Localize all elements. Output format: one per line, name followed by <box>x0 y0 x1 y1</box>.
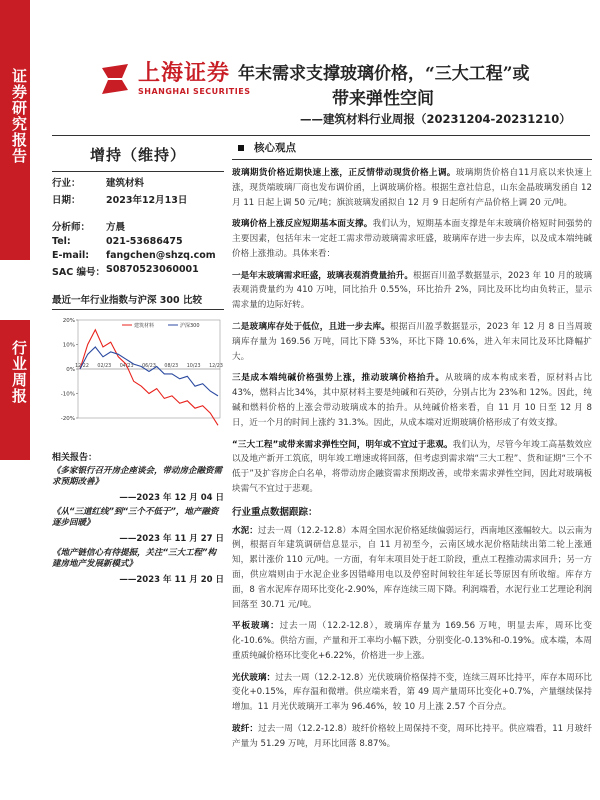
sidebar <box>0 0 30 800</box>
series-line-0 <box>80 330 218 426</box>
x-tick-label: 04/23 <box>119 364 134 369</box>
rating-divider <box>52 171 224 172</box>
tel-value: 021-53686475 <box>106 236 183 247</box>
legend-label: 建筑材料 <box>134 323 155 329</box>
industry-value: 建筑材料 <box>106 178 145 189</box>
report-subtitle: ——建筑材料行业周报（20231204-20231210） <box>300 112 571 126</box>
related-report-item[interactable] <box>52 548 224 585</box>
email-value[interactable]: fangchen@shzq.com <box>106 250 216 261</box>
core-paragraph: 玻璃期货价格近期快速上涨，正反情带动现货价格上调。玻璃期货价格自11月底以来快速上涨，现货端玻璃厂商也发布调价函，上调玻璃价格。根据生意社信息，山东金晶玻璃发函自 12 月 11 日起上调 50 元/吨；旗滨玻璃发函拟自 12 月 9 日起所有产品价格上调 20 元/吨。 <box>232 168 592 208</box>
date-value: 2023年12月13日 <box>106 195 188 206</box>
chart-title: 最近一年行业指数与沪深 300 比较 <box>52 292 224 310</box>
data-tracking-title: 行业重点数据跟踪： <box>232 506 318 518</box>
logo-text-cn: 上海证券 <box>138 60 231 86</box>
industry-row <box>52 175 224 189</box>
core-paragraph: 一是年末玻璃需求旺盛，玻璃表观消费量抬升。根据百川盈孚数据显示，2023 年 10 月的玻璃表观消费量约为 410 万吨，同比抬升 0.55%，环比抬升 2%，同比及环比均由负转正，显示需求量的边际好转。 <box>232 270 592 311</box>
bullet-square-icon <box>238 145 244 151</box>
y-tick-label: -10% <box>60 391 75 398</box>
logo-text-en: SHANGHAI SECURITIES <box>138 86 251 96</box>
company-logo <box>98 62 250 96</box>
analyst-row <box>52 219 224 233</box>
tel-label: Tel: <box>52 236 71 247</box>
sac-value: S0870523060001 <box>106 264 199 275</box>
core-view-title: 核心观点 <box>254 142 296 154</box>
related-report-date: ——2023 年 12 月 04 日 <box>119 492 224 503</box>
email-row <box>52 250 224 261</box>
x-tick-label: 06/23 <box>142 364 156 369</box>
core-paragraph: 玻璃价格上涨反应短期基本面支撑。我们认为，短期基本面支撑是年末玻璃价格短时间强势的主要因素，包括年末一定赶工需求带动玻璃需求旺盛，玻璃库存进一步去库，以及成本端纯碱价格上涨推动。具体来看： <box>232 219 592 259</box>
logo-mark-icon <box>98 62 132 96</box>
y-tick-label: 10% <box>62 342 75 349</box>
main-content-column <box>232 138 592 759</box>
tel-row <box>52 236 224 247</box>
related-report-date: ——2023 年 11 月 20 日 <box>119 574 224 585</box>
related-report-item[interactable] <box>52 466 224 503</box>
report-title-line2: 带来弹性空间 <box>332 89 434 109</box>
y-tick-label: -20% <box>60 416 75 422</box>
rating-label: 增持（维持） <box>89 146 186 164</box>
left-info-column <box>52 138 224 589</box>
email-label: E-mail: <box>52 250 90 261</box>
date-row <box>52 192 224 206</box>
tracking-paragraph: 光伏玻璃：过去一周（12.2-12.8）光伏玻璃价格保持不变，连续三周环比持平，库存本周环比变化+0.15%，库存温和微增。供应端来看，第 49 周产量周环比变化+0.7%，产量继续保持增加。11 月光伏玻璃开工率为 96.46%，较 10 月上涨 2.57 个百分点。 <box>232 672 592 713</box>
x-tick-label: 10/23 <box>186 364 201 369</box>
related-report-date: ——2023 年 11 月 27 日 <box>119 533 224 544</box>
y-tick-label: 20% <box>62 318 75 324</box>
core-view-heading <box>232 140 592 155</box>
tracking-paragraph: 平板玻璃：过去一周（12.2-12.8），玻璃库存量为 169.56 万吨，明显去库，周环比变化-10.6%。供给方面，产量和开工率均小幅下跌，分别变化-0.13%和-0.19%。成本端，本周重质纯碱价格环比变化+6.22%，价格进一步上涨。 <box>232 621 592 661</box>
report-category-label: 行业周报 <box>10 340 28 404</box>
sac-label: SAC 编号： <box>52 267 105 278</box>
y-tick-label: 0% <box>66 367 75 373</box>
related-report-item[interactable] <box>52 507 224 544</box>
report-title-line1: 年末需求支撑玻璃价格，“三大工程”或 <box>238 64 530 84</box>
x-tick-label: 02/23 <box>97 364 112 369</box>
tracking-paragraph: 水泥：过去一周（12.2-12.8）本周全国水泥价格延续偏弱运行，西南地区涨幅较大。以云南为例，根据百年建筑调研信息显示，自 11 月初至今，云南区域水泥价格陆续出第二轮上涨通知，累计涨价 110 元/吨。一方面，有年末项目处于赶工阶段，重点工程推动需求回升；另一方面，供应端则由于水泥企业多因错峰用电以及停窑时间较往年延长等原因有所收缩。库存方面，8 省水泥库存周环比变化-2.90%，库存连续三周下降。利润端看，水泥行业工艺理论利润回落至 30.71 元/吨。 <box>232 525 592 610</box>
analyst-label: 分析师： <box>52 222 91 233</box>
header-divider <box>52 135 590 136</box>
x-tick-label: 12/22 <box>75 364 89 369</box>
tracking-paragraph: 玻纤：过去一周（12.2-12.8）玻纤价格较上周保持不变，周环比持平。供应端看，11 月玻纤产量为 51.29 万吨，月环比回落 8.87%。 <box>232 724 592 749</box>
related-report-title[interactable]: 《多家银行召开房企座谈会，带动房企融资需求预期改善》 <box>52 466 223 488</box>
x-tick-label: 12/23 <box>209 364 223 369</box>
core-paragraph: “三大工程”或带来需求弹性空间，明年或不宜过于悲观。我们认为，尽管今年竣工高基数效应以及地产新开工筑底，明年竣工增速或将回落，但考虑到需求端“三大工程”、货和证期“三个不低于”及扩容房企白名单，将带动房企融资需求预期改善，或带来需求弹性空间，因此对玻璃板块需气不宜过于悲观。 <box>232 439 592 494</box>
core-paragraph: 二是玻璃库存处于低位，且进一步去库。根据百川盈孚数据显示，2023 年 12 月 8 日当周玻璃库存量为 169.56 万吨，同比下降 53%，环比下降 10.6%，进入年末同比及环比降幅扩大。 <box>232 322 592 362</box>
sac-row <box>52 264 224 278</box>
related-report-title[interactable]: 《从“三道红线”到“三个不低于”，地产融资逐步回暖》 <box>52 506 219 529</box>
analyst-value: 方晨 <box>106 222 126 233</box>
legend-label: 沪深300 <box>180 323 200 329</box>
industry-label: 行业： <box>52 178 81 189</box>
core-paragraph: 三是成本端纯碱价格强势上涨，推动玻璃价格抬升。从玻璃的成本构成来看，原材料占比43%，燃料占比34%，其中原材料主要是纯碱和石英砂，分别占比为 23%和 12%。因此，纯碱和燃料价格的上涨会带动玻璃成本的抬升。从纯碱价格来看，自 11 月 10 日至 12 月 8 日，近一个月的时间上涨约 31.3%。因此，从成本端对近期玻璃价格形成了有效支撑。 <box>232 373 592 428</box>
core-view-divider <box>232 159 592 160</box>
related-report-title[interactable]: 《地产链信心有待提振，关注“三大工程”构建房地产发展新模式》 <box>52 547 216 570</box>
date-label: 日期： <box>52 195 81 206</box>
index-comparison-chart <box>52 314 224 434</box>
report-type-label: 证券研究报告 <box>10 68 28 164</box>
x-tick-label: 08/23 <box>164 364 179 369</box>
related-reports-title: 相关报告： <box>52 453 98 463</box>
series-line-1 <box>80 347 218 396</box>
